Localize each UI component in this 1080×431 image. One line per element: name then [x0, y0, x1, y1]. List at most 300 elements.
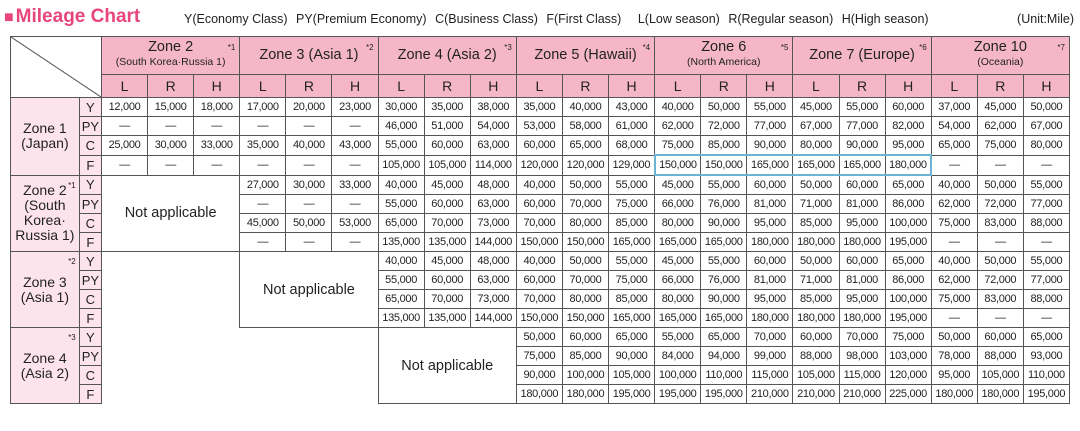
mileage-cell: — — [1023, 309, 1069, 328]
mileage-cell: 55,000 — [839, 98, 885, 117]
mileage-cell: 100,000 — [885, 290, 931, 309]
mileage-cell: 50,000 — [1023, 98, 1069, 117]
mileage-cell: 150,000 — [701, 155, 747, 175]
mileage-cell: 86,000 — [885, 195, 931, 214]
mileage-cell: 195,000 — [701, 385, 747, 404]
zone-name: Zone 2 — [148, 39, 194, 56]
mileage-cell: — — [194, 155, 240, 175]
mileage-cell: 105,000 — [977, 366, 1023, 385]
mileage-cell: 90,000 — [839, 136, 885, 156]
mileage-cell: 210,000 — [747, 385, 793, 404]
footnote-mark: *3 — [68, 333, 76, 342]
mileage-cell: 46,000 — [378, 117, 424, 136]
zone-name: Zone 6 — [701, 39, 747, 56]
mileage-cell: 85,000 — [609, 290, 655, 309]
table-row — [11, 328, 1070, 347]
mileage-cell: 60,000 — [516, 271, 562, 290]
mileage-cell: 55,000 — [609, 175, 655, 195]
mileage-cell: 60,000 — [562, 328, 608, 347]
mileage-cell: 77,000 — [1023, 271, 1069, 290]
zone-line: Zone 1 — [23, 120, 67, 137]
not-applicable-cell: Not applicable — [240, 252, 378, 328]
season-header: R — [562, 74, 608, 97]
mileage-cell: 88,000 — [1023, 214, 1069, 233]
mileage-cell: 85,000 — [793, 290, 839, 309]
mileage-cell: 195,000 — [1023, 385, 1069, 404]
mileage-cell: 114,000 — [470, 155, 516, 175]
mileage-cell: 180,000 — [839, 233, 885, 252]
class-label: Y — [79, 328, 101, 347]
mileage-cell: 90,000 — [701, 214, 747, 233]
mileage-cell: 165,000 — [701, 309, 747, 328]
season-header: R — [424, 74, 470, 97]
mileage-cell: 180,000 — [931, 385, 977, 404]
mileage-cell: 75,000 — [516, 347, 562, 366]
footnote-mark: *5 — [780, 43, 789, 52]
mileage-cell: 165,000 — [609, 233, 655, 252]
title-text: Mileage Chart — [15, 6, 141, 27]
season-header: R — [839, 74, 885, 97]
mileage-cell: 12,000 — [102, 98, 148, 117]
mileage-cell: — — [240, 117, 286, 136]
mileage-cell: — — [102, 117, 148, 136]
class-label: Y — [79, 175, 101, 195]
mileage-cell: 110,000 — [1023, 366, 1069, 385]
zone-line: Russia 1) — [15, 227, 75, 244]
column-zone-header — [655, 37, 793, 75]
zone-line: Zone 4 — [23, 349, 67, 366]
mileage-cell: 76,000 — [701, 271, 747, 290]
mileage-cell: 51,000 — [424, 117, 470, 136]
mileage-cell: 37,000 — [931, 98, 977, 117]
mileage-cell: 23,000 — [332, 98, 378, 117]
season-header: R — [701, 74, 747, 97]
legend-item: C(Business Class) — [435, 12, 538, 26]
legend-item: L(Low season) — [637, 12, 720, 26]
mileage-cell: — — [240, 195, 286, 214]
zone-line: (Asia 2) — [20, 364, 69, 381]
mileage-cell: 66,000 — [655, 195, 701, 214]
mileage-cell: 50,000 — [516, 328, 562, 347]
mileage-cell: 43,000 — [609, 98, 655, 117]
mileage-cell: 75,000 — [885, 328, 931, 347]
mileage-cell: — — [977, 233, 1023, 252]
mileage-cell: 45,000 — [793, 98, 839, 117]
mileage-cell: 100,000 — [885, 214, 931, 233]
mileage-cell: 40,000 — [378, 175, 424, 195]
mileage-cell: 45,000 — [424, 175, 470, 195]
legend-item: Y(Economy Class) — [184, 12, 288, 26]
mileage-cell: 135,000 — [378, 233, 424, 252]
mileage-cell: 68,000 — [609, 136, 655, 156]
mileage-cell: 50,000 — [977, 175, 1023, 195]
mileage-cell: 80,000 — [655, 214, 701, 233]
mileage-cell: 60,000 — [424, 136, 470, 156]
mileage-cell: 66,000 — [655, 271, 701, 290]
footnote-mark: *1 — [68, 180, 76, 190]
mileage-cell: 50,000 — [562, 175, 608, 195]
class-label: PY — [79, 117, 101, 136]
mileage-cell: 60,000 — [885, 98, 931, 117]
legend-item: R(Regular season) — [728, 12, 834, 26]
season-header: L — [931, 74, 977, 97]
season-header: R — [286, 74, 332, 97]
mileage-cell: 45,000 — [655, 252, 701, 271]
class-label: F — [79, 233, 101, 252]
mileage-cell: 180,000 — [747, 233, 793, 252]
mileage-cell: 55,000 — [378, 195, 424, 214]
column-zone-header — [240, 37, 378, 75]
mileage-cell: 120,000 — [516, 155, 562, 175]
mileage-cell: 40,000 — [931, 175, 977, 195]
mileage-cell: 60,000 — [747, 175, 793, 195]
mileage-cell: 65,000 — [931, 136, 977, 156]
mileage-cell: 43,000 — [332, 136, 378, 156]
mileage-cell: 70,000 — [424, 214, 470, 233]
season-header: H — [885, 74, 931, 97]
zone-subtitle: (North America) — [687, 56, 761, 69]
mileage-cell: 38,000 — [470, 98, 516, 117]
not-applicable-cell: Not applicable — [102, 175, 240, 252]
mileage-cell: 105,000 — [424, 155, 470, 175]
footnote-mark: *4 — [642, 43, 651, 52]
mileage-cell: 55,000 — [378, 271, 424, 290]
mileage-cell: 88,000 — [1023, 290, 1069, 309]
mileage-cell: 58,000 — [562, 117, 608, 136]
mileage-cell: 86,000 — [885, 271, 931, 290]
chart-header — [0, 0, 1080, 36]
mileage-cell: 180,000 — [516, 385, 562, 404]
mileage-cell: — — [332, 233, 378, 252]
mileage-cell: 62,000 — [655, 117, 701, 136]
mileage-cell: 45,000 — [655, 175, 701, 195]
mileage-cell: 40,000 — [931, 252, 977, 271]
mileage-cell: 73,000 — [470, 290, 516, 309]
mileage-cell: 115,000 — [747, 366, 793, 385]
mileage-cell: 165,000 — [655, 233, 701, 252]
mileage-cell: 165,000 — [839, 155, 885, 175]
mileage-cell: 88,000 — [793, 347, 839, 366]
mileage-cell: 82,000 — [885, 117, 931, 136]
mileage-cell: 129,000 — [609, 155, 655, 175]
class-label: F — [79, 309, 101, 328]
class-label: F — [79, 155, 101, 175]
row-zone-header — [11, 328, 80, 404]
legend-item: F(First Class) — [546, 12, 622, 26]
mileage-cell: 105,000 — [378, 155, 424, 175]
mileage-cell: 180,000 — [885, 155, 931, 175]
mileage-cell: 75,000 — [977, 136, 1023, 156]
zone-line: (South — [24, 197, 66, 214]
mileage-cell: 84,000 — [655, 347, 701, 366]
mileage-cell: 180,000 — [839, 309, 885, 328]
mileage-cell: 75,000 — [609, 271, 655, 290]
mileage-cell: 88,000 — [977, 347, 1023, 366]
table-row — [11, 175, 1070, 195]
season-header: L — [793, 74, 839, 97]
footnote-mark: *2 — [68, 257, 76, 266]
mileage-cell: 83,000 — [977, 290, 1023, 309]
mileage-cell: 35,000 — [240, 136, 286, 156]
mileage-cell: 210,000 — [793, 385, 839, 404]
mileage-cell: 67,000 — [1023, 117, 1069, 136]
mileage-cell: 90,000 — [747, 136, 793, 156]
mileage-cell: 90,000 — [516, 366, 562, 385]
mileage-cell: 81,000 — [839, 195, 885, 214]
mileage-cell: 65,000 — [701, 328, 747, 347]
mileage-cell: 50,000 — [977, 252, 1023, 271]
mileage-cell: 150,000 — [562, 309, 608, 328]
empty-area — [102, 328, 379, 404]
class-label: Y — [79, 98, 101, 117]
footnote-mark: *1 — [227, 43, 236, 52]
mileage-cell: — — [332, 117, 378, 136]
mileage-cell: — — [1023, 233, 1069, 252]
mileage-cell: 99,000 — [747, 347, 793, 366]
mileage-cell: 50,000 — [286, 214, 332, 233]
zone-line: (Asia 1) — [20, 288, 69, 305]
mileage-cell: 63,000 — [470, 271, 516, 290]
mileage-cell: 50,000 — [793, 175, 839, 195]
mileage-cell: 55,000 — [1023, 175, 1069, 195]
mileage-cell: 90,000 — [609, 347, 655, 366]
season-header: L — [655, 74, 701, 97]
mileage-cell: 70,000 — [562, 195, 608, 214]
mileage-cell: 63,000 — [470, 136, 516, 156]
zone-subtitle: (Oceania) — [977, 56, 1024, 69]
mileage-cell: — — [332, 155, 378, 175]
mileage-cell: 25,000 — [102, 136, 148, 156]
mileage-cell: 195,000 — [655, 385, 701, 404]
mileage-cell: 195,000 — [885, 233, 931, 252]
season-header: H — [194, 74, 240, 97]
mileage-cell: — — [931, 233, 977, 252]
mileage-cell: 60,000 — [839, 175, 885, 195]
mileage-cell: — — [240, 233, 286, 252]
mileage-cell: 48,000 — [470, 252, 516, 271]
mileage-cell: 18,000 — [194, 98, 240, 117]
mileage-cell: 83,000 — [977, 214, 1023, 233]
mileage-cell: — — [286, 233, 332, 252]
mileage-cell: 70,000 — [839, 328, 885, 347]
mileage-cell: 48,000 — [470, 175, 516, 195]
mileage-cell: 94,000 — [701, 347, 747, 366]
mileage-cell: 40,000 — [286, 136, 332, 156]
mileage-cell: 50,000 — [701, 98, 747, 117]
season-header: H — [332, 74, 378, 97]
mileage-cell: 60,000 — [516, 195, 562, 214]
diagonal-line-icon — [11, 37, 101, 97]
mileage-cell: — — [332, 195, 378, 214]
mileage-cell: 120,000 — [562, 155, 608, 175]
season-header: H — [1023, 74, 1069, 97]
mileage-cell: — — [286, 117, 332, 136]
mileage-cell: 30,000 — [378, 98, 424, 117]
column-zone-header — [793, 37, 931, 75]
mileage-cell: — — [286, 195, 332, 214]
footnote-mark: *7 — [1057, 43, 1065, 52]
table-row — [11, 252, 1070, 271]
mileage-cell: — — [977, 309, 1023, 328]
mileage-cell: 70,000 — [424, 290, 470, 309]
empty-area — [102, 252, 240, 328]
legend-item: H(High season) — [841, 12, 929, 26]
mileage-cell: 78,000 — [931, 347, 977, 366]
zone-line: Zone 2 — [23, 182, 67, 199]
mileage-cell: 20,000 — [286, 98, 332, 117]
mileage-cell: 55,000 — [655, 328, 701, 347]
mileage-cell: 165,000 — [793, 155, 839, 175]
page-title — [4, 6, 140, 28]
mileage-cell: 75,000 — [931, 290, 977, 309]
mileage-cell: 61,000 — [609, 117, 655, 136]
zone-line: (Japan) — [21, 135, 69, 152]
mileage-cell: 55,000 — [701, 252, 747, 271]
mileage-cell: 72,000 — [977, 271, 1023, 290]
mileage-cell: 165,000 — [747, 155, 793, 175]
mileage-cell: 135,000 — [424, 233, 470, 252]
mileage-cell: 50,000 — [931, 328, 977, 347]
mileage-cell: 45,000 — [424, 252, 470, 271]
mileage-cell: 90,000 — [701, 290, 747, 309]
mileage-cell: 71,000 — [793, 271, 839, 290]
class-label: PY — [79, 195, 101, 214]
mileage-cell: 35,000 — [424, 98, 470, 117]
footnote-mark: *2 — [366, 43, 374, 52]
mileage-cell: 50,000 — [793, 252, 839, 271]
zone-line: Korea· — [23, 212, 66, 229]
mileage-cell: 65,000 — [378, 290, 424, 309]
season-header: H — [470, 74, 516, 97]
mileage-cell: 85,000 — [562, 347, 608, 366]
row-zone-header — [11, 98, 80, 176]
mileage-cell: 100,000 — [655, 366, 701, 385]
mileage-cell: 70,000 — [516, 214, 562, 233]
mileage-cell: 165,000 — [655, 309, 701, 328]
mileage-cell: 65,000 — [1023, 328, 1069, 347]
mileage-cell: 210,000 — [839, 385, 885, 404]
zone-name: Zone 5 (Hawaii) — [534, 46, 637, 63]
season-header: L — [378, 74, 424, 97]
mileage-cell: 165,000 — [609, 309, 655, 328]
mileage-cell: 135,000 — [378, 309, 424, 328]
mileage-cell: 65,000 — [885, 175, 931, 195]
mileage-cell: 33,000 — [194, 136, 240, 156]
mileage-cell: 40,000 — [562, 98, 608, 117]
mileage-cell: 33,000 — [332, 175, 378, 195]
mileage-cell: 53,000 — [516, 117, 562, 136]
mileage-cell: 54,000 — [470, 117, 516, 136]
mileage-cell: 65,000 — [885, 252, 931, 271]
class-label: PY — [79, 347, 101, 366]
mileage-cell: 80,000 — [562, 214, 608, 233]
mileage-table — [10, 36, 1070, 404]
mileage-cell: 115,000 — [839, 366, 885, 385]
row-zone-header — [11, 252, 80, 328]
legend-item: PY(Premium Economy) — [295, 12, 427, 26]
legend — [184, 12, 934, 26]
mileage-cell: 150,000 — [516, 233, 562, 252]
column-zone-header — [102, 37, 240, 75]
mileage-cell: 55,000 — [378, 136, 424, 156]
mileage-cell: 40,000 — [516, 252, 562, 271]
mileage-cell: — — [148, 155, 194, 175]
footnote-mark: *3 — [504, 43, 512, 52]
table-row — [11, 98, 1070, 117]
mileage-cell: 85,000 — [793, 214, 839, 233]
zone-line: Zone 3 — [23, 273, 67, 290]
mileage-cell: 95,000 — [839, 290, 885, 309]
row-zone-header — [11, 175, 80, 252]
mileage-cell: 60,000 — [424, 195, 470, 214]
season-header: L — [240, 74, 286, 97]
column-zone-header — [378, 37, 516, 75]
mileage-cell: 95,000 — [747, 290, 793, 309]
mileage-cell: — — [977, 155, 1023, 175]
mileage-cell: 40,000 — [516, 175, 562, 195]
class-label: PY — [79, 271, 101, 290]
mileage-cell: 60,000 — [424, 271, 470, 290]
mileage-cell: 110,000 — [701, 366, 747, 385]
mileage-cell: 75,000 — [609, 195, 655, 214]
mileage-cell: 85,000 — [609, 214, 655, 233]
mileage-cell: 62,000 — [977, 117, 1023, 136]
zone-name: Zone 3 (Asia 1) — [259, 46, 359, 63]
mileage-cell: 55,000 — [609, 252, 655, 271]
mileage-cell: 95,000 — [885, 136, 931, 156]
zone-name: Zone 4 (Asia 2) — [397, 46, 497, 63]
mileage-cell: 81,000 — [747, 271, 793, 290]
column-zone-header — [516, 37, 654, 75]
mileage-cell: 225,000 — [885, 385, 931, 404]
mileage-cell: 80,000 — [793, 136, 839, 156]
mileage-cell: 71,000 — [793, 195, 839, 214]
mileage-cell: 17,000 — [240, 98, 286, 117]
mileage-cell: 72,000 — [701, 117, 747, 136]
mileage-cell: 81,000 — [839, 271, 885, 290]
mileage-cell: 80,000 — [1023, 136, 1069, 156]
title-square-icon: ■ — [4, 9, 14, 26]
mileage-cell: 60,000 — [977, 328, 1023, 347]
mileage-cell: 95,000 — [931, 366, 977, 385]
mileage-cell: 77,000 — [1023, 195, 1069, 214]
mileage-cell: 180,000 — [793, 233, 839, 252]
season-header: R — [977, 74, 1023, 97]
mileage-cell: — — [194, 117, 240, 136]
season-header: L — [102, 74, 148, 97]
mileage-cell: 62,000 — [931, 195, 977, 214]
mileage-cell: 77,000 — [839, 117, 885, 136]
mileage-cell: 30,000 — [286, 175, 332, 195]
footnote-mark: *6 — [919, 43, 927, 52]
mileage-cell: 135,000 — [424, 309, 470, 328]
mileage-cell: 65,000 — [609, 328, 655, 347]
season-header: R — [148, 74, 194, 97]
unit-label: (Unit:Mile) — [1017, 12, 1074, 26]
mileage-cell: 53,000 — [332, 214, 378, 233]
mileage-cell: 93,000 — [1023, 347, 1069, 366]
table-row — [11, 155, 1070, 175]
mileage-cell: 103,000 — [885, 347, 931, 366]
mileage-cell: — — [1023, 155, 1069, 175]
mileage-cell: 55,000 — [701, 175, 747, 195]
mileage-cell: 15,000 — [148, 98, 194, 117]
mileage-cell: 76,000 — [701, 195, 747, 214]
mileage-cell: 27,000 — [240, 175, 286, 195]
mileage-cell: 80,000 — [655, 290, 701, 309]
mileage-cell: — — [102, 155, 148, 175]
mileage-cell: 144,000 — [470, 309, 516, 328]
